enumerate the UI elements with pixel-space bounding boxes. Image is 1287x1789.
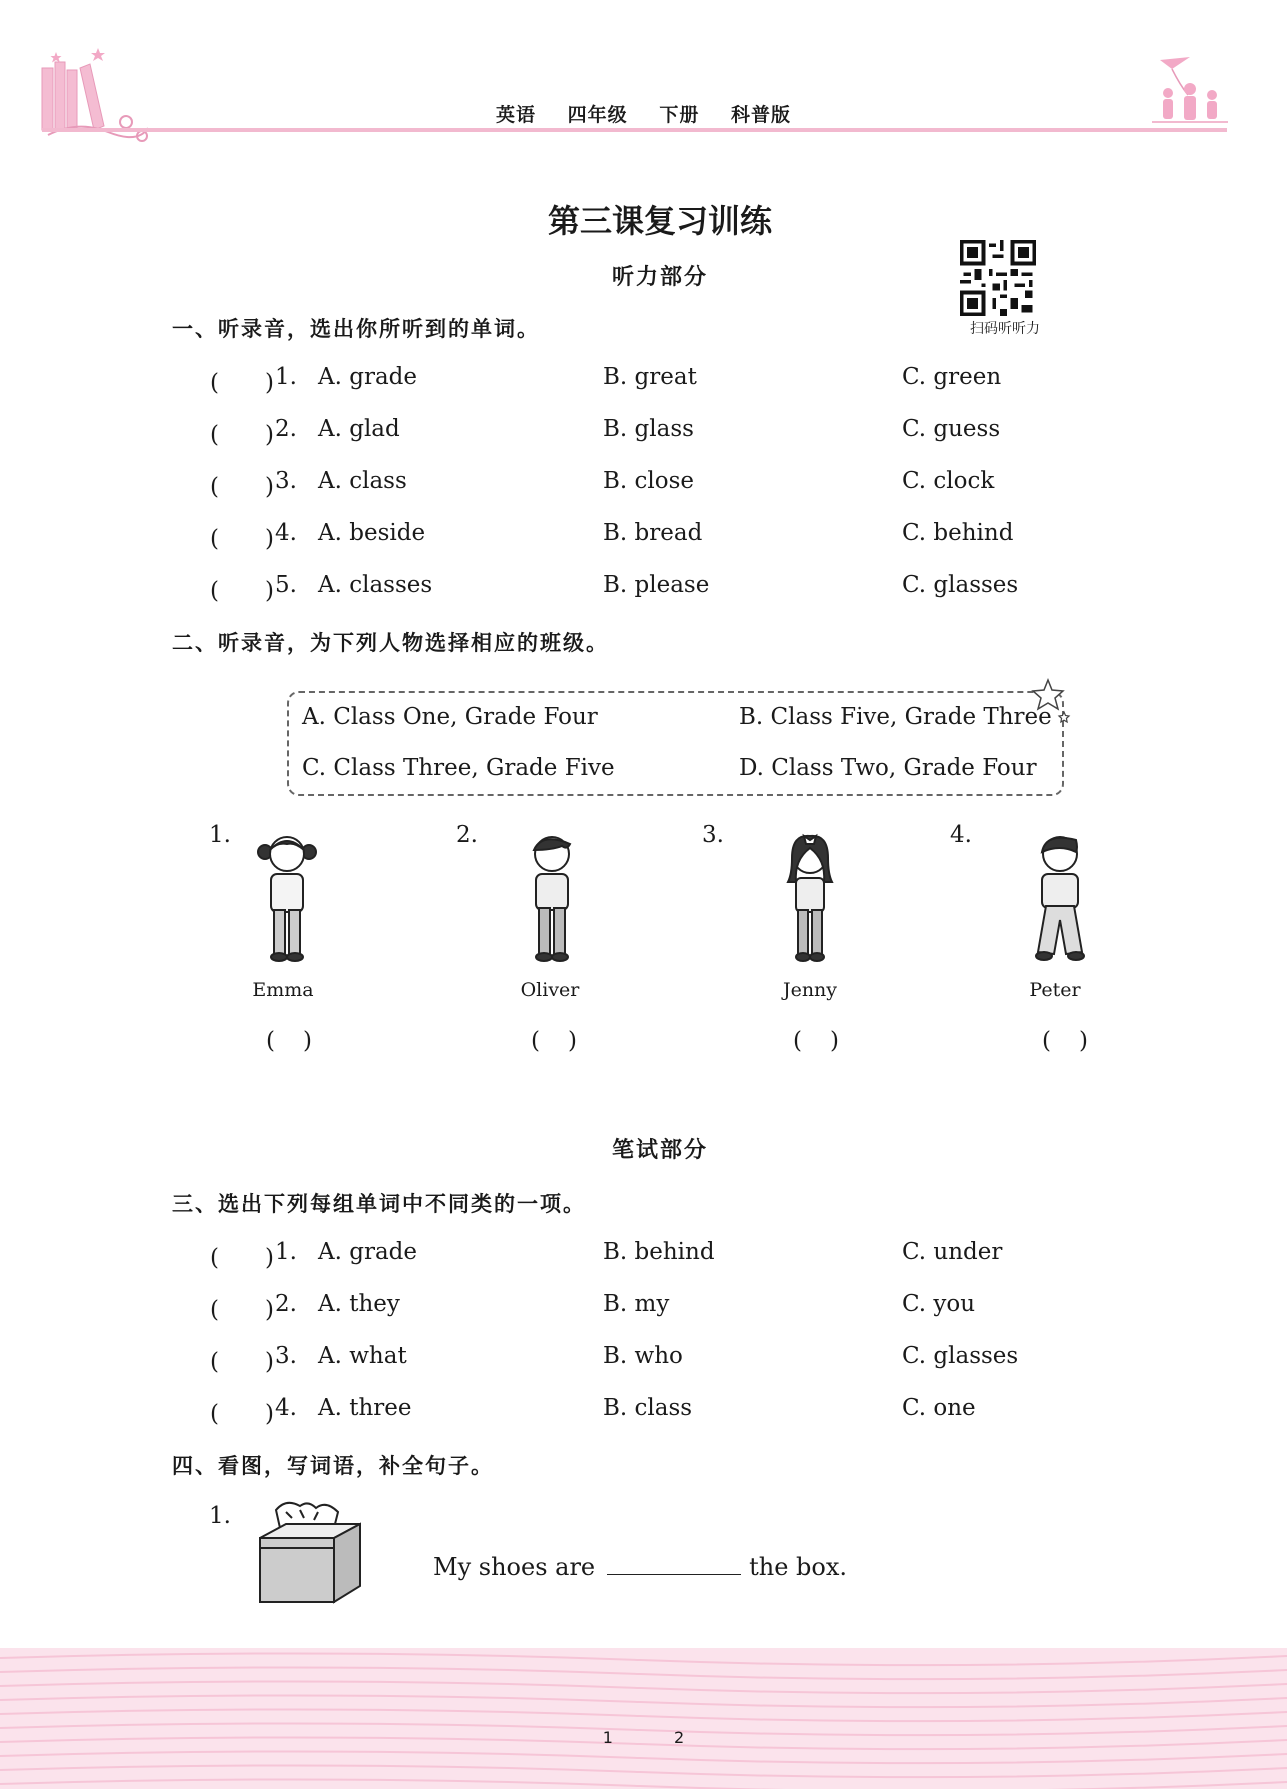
figure-name-oliver: Oliver <box>520 979 580 1001</box>
page-numbers <box>0 1728 1287 1747</box>
sentence-after: the box. <box>749 1553 848 1581</box>
question-number: 4. <box>275 1395 297 1421</box>
question-number: 4. <box>275 520 297 546</box>
option-b: B. my <box>603 1291 670 1317</box>
section1-row-2 <box>210 416 1210 446</box>
figure-name-jenny: Jenny <box>782 979 838 1001</box>
answer-paren[interactable]: ( ) <box>210 526 274 552</box>
section1-row-1 <box>210 364 1210 394</box>
figure-answer-paren[interactable]: () <box>1042 1028 1116 1054</box>
option-c: C. glasses <box>902 572 1019 598</box>
class-option-b: B. Class Five, Grade Three <box>739 704 1052 730</box>
question-number: 2. <box>275 1291 297 1317</box>
figure-number: 1. <box>209 822 231 848</box>
section1-title: 一、听录音，选出你所听到的单词。 <box>172 317 540 341</box>
girl-jenny-illustration-icon <box>770 830 850 970</box>
option-b: B. glass <box>603 416 694 442</box>
option-a: A. three <box>318 1395 412 1421</box>
qr-code-icon[interactable] <box>960 240 1036 316</box>
section1-row-5 <box>210 572 1210 602</box>
option-b: B. great <box>603 364 697 390</box>
option-c: C. behind <box>902 520 1014 546</box>
answer-paren[interactable]: ( ) <box>210 1297 274 1323</box>
section3-row-1 <box>210 1239 1210 1269</box>
option-a: A. grade <box>318 364 417 390</box>
option-a: A. beside <box>318 520 426 546</box>
question-number: 3. <box>275 1343 297 1369</box>
question-number: 1. <box>275 364 297 390</box>
option-b: B. who <box>603 1343 683 1369</box>
figure-answer-paren[interactable]: () <box>793 1028 867 1054</box>
option-a: A. they <box>318 1291 400 1317</box>
option-b: B. behind <box>603 1239 715 1265</box>
header-rule <box>42 128 1227 132</box>
section3-row-4 <box>210 1395 1210 1425</box>
section3-row-3 <box>210 1343 1210 1373</box>
answer-paren[interactable]: ( ) <box>210 1401 274 1427</box>
figure-name-peter: Peter <box>1029 979 1081 1001</box>
figure-number: 4. <box>950 822 972 848</box>
writing-part-title: 笔试部分 <box>611 1138 708 1163</box>
answer-paren[interactable]: ( ) <box>210 578 274 604</box>
option-a: A. glad <box>318 416 400 442</box>
option-a: A. what <box>318 1343 407 1369</box>
question-number: 1. <box>275 1239 297 1265</box>
option-c: C. glasses <box>902 1343 1019 1369</box>
girl-emma-illustration-icon <box>247 830 327 970</box>
figure-answer-paren[interactable]: () <box>531 1028 605 1054</box>
section4-item-number: 1. <box>209 1503 231 1529</box>
option-a: A. classes <box>318 572 433 598</box>
question-number: 3. <box>275 468 297 494</box>
option-c: C. clock <box>902 468 995 494</box>
section3-row-2 <box>210 1291 1210 1321</box>
option-c: C. guess <box>902 416 1001 442</box>
shoe-box-illustration-icon <box>256 1498 364 1610</box>
header-grade: 四年级 <box>567 104 628 126</box>
footer-wave-decoration <box>0 1648 1287 1789</box>
option-a: A. class <box>318 468 407 494</box>
listening-part-title: 听力部分 <box>611 265 708 290</box>
header-edition: 科普版 <box>730 104 791 126</box>
section4-title: 四、看图，写词语，补全句子。 <box>172 1454 494 1478</box>
boy-peter-illustration-icon <box>1020 830 1100 970</box>
answer-paren[interactable]: ( ) <box>210 1349 274 1375</box>
option-b: B. please <box>603 572 710 598</box>
option-c: C. you <box>902 1291 976 1317</box>
answer-paren[interactable]: ( ) <box>210 422 274 448</box>
boy-oliver-illustration-icon <box>512 830 592 970</box>
header-subject-info <box>0 100 1287 127</box>
answer-paren[interactable]: ( ) <box>210 1245 274 1271</box>
option-b: B. close <box>603 468 695 494</box>
lesson-title: 第三课复习训练 <box>547 202 772 240</box>
option-c: C. one <box>902 1395 976 1421</box>
section3-title: 三、选出下列每组单词中不同类的一项。 <box>172 1192 586 1216</box>
figure-answer-paren[interactable]: () <box>266 1028 340 1054</box>
page-number-left: 1 <box>602 1728 613 1747</box>
header-volume: 下册 <box>659 104 700 126</box>
figure-name-emma: Emma <box>252 979 314 1001</box>
section1-row-4 <box>210 520 1210 550</box>
class-option-a: A. Class One, Grade Four <box>302 704 598 730</box>
qr-code-label: 扫码听听力 <box>970 321 1040 337</box>
fill-in-sentence <box>433 1553 847 1581</box>
figure-number: 3. <box>702 822 724 848</box>
header-book-decoration-icon <box>38 40 158 150</box>
question-number: 2. <box>275 416 297 442</box>
page-number-right: 2 <box>674 1728 685 1747</box>
header-subject: 英语 <box>496 104 537 126</box>
answer-blank[interactable] <box>607 1554 741 1575</box>
option-c: C. green <box>902 364 1002 390</box>
class-option-d: D. Class Two, Grade Four <box>739 755 1037 781</box>
answer-paren[interactable]: ( ) <box>210 370 274 396</box>
option-c: C. under <box>902 1239 1003 1265</box>
option-b: B. bread <box>603 520 703 546</box>
section1-row-3 <box>210 468 1210 498</box>
section2-title: 二、听录音，为下列人物选择相应的班级。 <box>172 631 609 655</box>
option-b: B. class <box>603 1395 693 1421</box>
answer-paren[interactable]: ( ) <box>210 474 274 500</box>
option-a: A. grade <box>318 1239 417 1265</box>
sentence-before: My shoes are <box>433 1553 596 1581</box>
figure-number: 2. <box>456 822 478 848</box>
question-number: 5. <box>275 572 297 598</box>
class-option-c: C. Class Three, Grade Five <box>302 755 615 781</box>
